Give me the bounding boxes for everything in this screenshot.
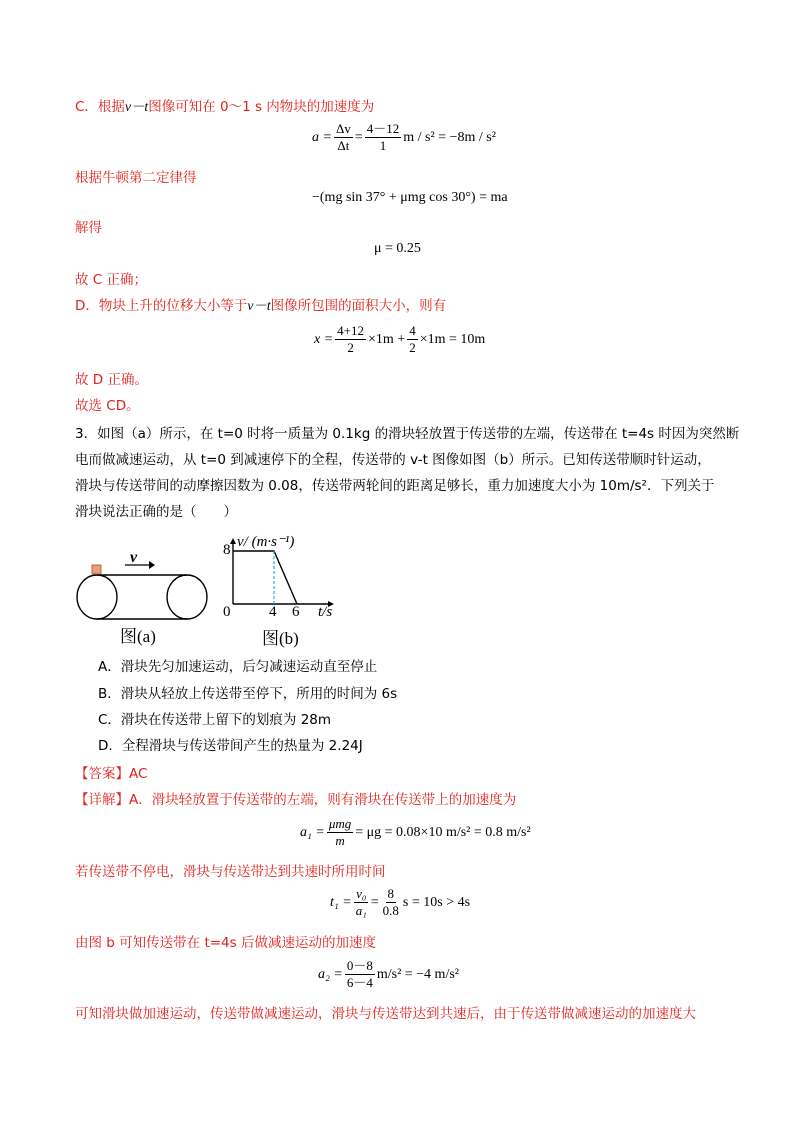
question3-line1: 3．如图（a）所示，在 t=0 时将一质量为 0.1kg 的滑块轻放置于传送带的左端，传送带在 t=4s 时因为突然断 xyxy=(75,426,740,442)
option-c: C．滑块在传送带上留下的划痕为 28m xyxy=(98,712,332,728)
fraction-v0-over-a1: $\frac{\text{v₀}}{\text{a₁}}$ xyxy=(355,886,367,918)
option-a: A．滑块先匀加速运动，后匀减速运动直至停止 xyxy=(98,659,378,675)
section-c-intro: C．根据v－t图像可知在 0～1 s 内物块的加速度为 xyxy=(75,99,375,115)
formula-newton: −(mg sin 37° + μmg cos 30°) = ma xyxy=(312,190,508,205)
option-b: B．滑块从轻放上传送带至停下，所用的时间为 6s xyxy=(98,686,398,702)
newton-law-text: 根据牛顿第二定律得 xyxy=(75,170,197,186)
figure-a-caption: 图(a) xyxy=(120,627,156,646)
fraction-dv-dt: $\frac{\Delta v}{\Delta t}$ xyxy=(335,121,351,153)
question3-line3: 滑块与传送带间的动摩擦因数为 0.08，传送带两轮间的距离足够长，重力加速度大小为 10m/s²．下列关于 xyxy=(75,478,715,494)
section-d-intro: D．物块上升的位移大小等于v－t图像所包围的面积大小，则有 xyxy=(75,298,447,314)
figure-b-x-label: t/s xyxy=(318,604,333,620)
right-pulley xyxy=(167,575,207,619)
answer-label: 【答案】AC xyxy=(75,766,148,782)
formula-mu: μ = 0.25 xyxy=(374,241,421,256)
detail-line-last: 可知滑块做加速运动，传送带做减速运动，滑块与传送带达到共速后，由于传送带做减速运动的加速度大 xyxy=(75,1006,696,1022)
fraction-4-12: $\frac{4-12}{1}$ xyxy=(366,121,400,153)
figure-b-y-label: v/ (m·s⁻¹) xyxy=(237,534,295,550)
fraction-mumg-over-m: $\frac{\text{μmg}}{m}$ xyxy=(328,816,352,848)
formula-displacement: x = $\frac{4+12}{2}$ ×1m + $\frac{4}{2}$ ×1m = 10m xyxy=(314,323,486,355)
vt-symbol: v－t xyxy=(124,99,149,114)
formula-t1: t₁ = $\frac{\text{v₀}}{\text{a₁}}$ = $\frac{8}{0.8}$ s = 10s > 4s xyxy=(330,886,471,918)
detail-line-fig: 由图 b 可知传送带在 t=4s 后做减速运动的加速度 xyxy=(75,935,376,951)
velocity-curve xyxy=(233,551,297,604)
y-axis-arrow xyxy=(230,538,236,544)
section-c-conclusion: 故 C 正确； xyxy=(75,272,148,288)
formula-acceleration: a = $\frac{\Delta v}{\Delta t}$ = $\frac{4-12}{1}$ m / s² = −8m / s² xyxy=(312,121,496,153)
slider-block xyxy=(92,565,101,574)
detail-line-if: 若传送带不停电，滑块与传送带达到共速时所用时间 xyxy=(75,864,386,880)
figure-a-v-label: v xyxy=(130,549,138,566)
question3-line4: 滑块说法正确的是（ ） xyxy=(75,504,237,520)
velocity-arrow-head xyxy=(149,561,155,569)
figure-b-y-tick-8: 8 xyxy=(223,542,231,558)
fraction-4-12-over-2: $\frac{4+12}{2}$ xyxy=(337,323,365,355)
figure-b-origin: 0 xyxy=(223,604,231,620)
answer-choice-cd: 故选 CD。 xyxy=(75,398,140,414)
fraction-4-over-2: $\frac{4}{2}$ xyxy=(409,323,416,355)
solve-text: 解得 xyxy=(75,220,102,236)
option-d: D．全程滑块与传送带间产生的热量为 2.24J xyxy=(98,738,363,754)
fraction-8-over-08: $\frac{8}{0.8}$ xyxy=(382,886,399,918)
formula-a1: a₁ = $\frac{\text{μmg}}{m}$ = μg = 0.08×10 m/s² = 0.8 m/s² xyxy=(300,816,531,848)
figure-b-x-tick-4: 4 xyxy=(269,604,277,620)
detail-line-a: 【详解】A．滑块轻放置于传送带的左端，则有滑块在传送带上的加速度为 xyxy=(75,792,517,808)
question3-line2: 电而做减速运动，从 t=0 到减速停下的全程，传送带的 v-t 图像如图（b）所示。已知传送带顺时针运动， xyxy=(75,452,711,468)
formula-a2: a₂ = $\frac{0-8}{6-4}$ m/s² = −4 m/s² xyxy=(318,958,459,990)
figure-b-x-tick-6: 6 xyxy=(292,604,300,620)
section-d-conclusion: 故 D 正确。 xyxy=(75,372,148,388)
fraction-0-8-over-6-4: $\frac{0-8}{6-4}$ xyxy=(346,958,373,990)
left-pulley xyxy=(77,575,117,619)
vt-symbol-d: v－t xyxy=(247,298,271,313)
figure-b-caption: 图(b) xyxy=(262,629,299,648)
